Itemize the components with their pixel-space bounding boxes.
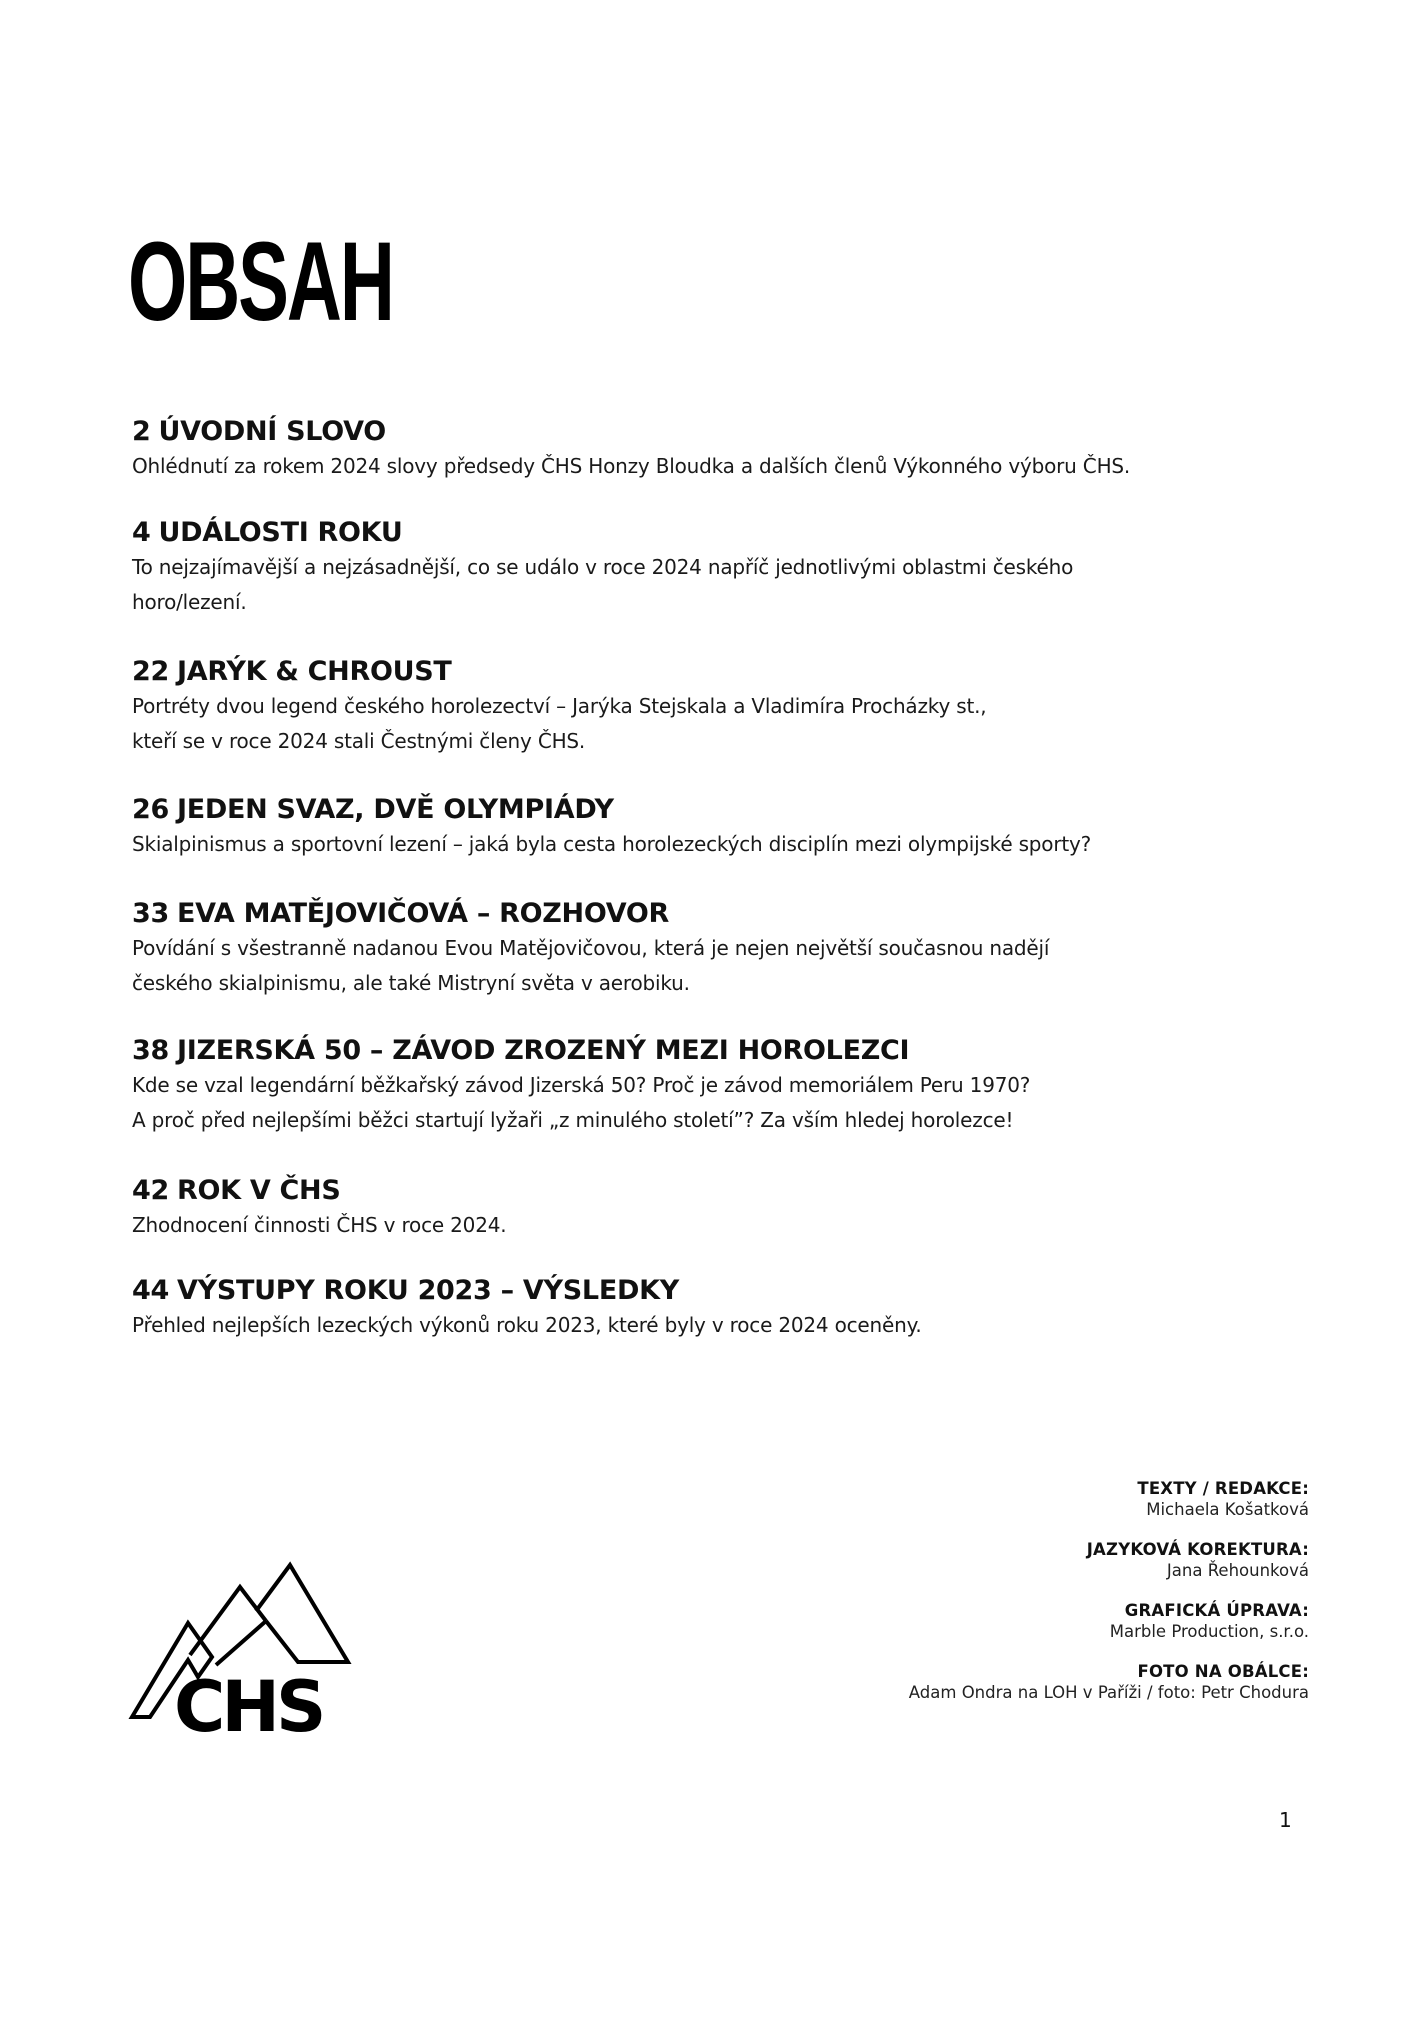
credit-label: GRAFICKÁ ÚPRAVA: — [1124, 1601, 1309, 1620]
toc-entry-heading — [132, 1174, 1332, 1208]
toc-description-line: To nejzajímavější a nejzásadnější, co se událo v roce 2024 napříč jednotlivými oblastmi českého — [132, 555, 1074, 579]
credit-item — [709, 1478, 1309, 1520]
toc-entry[interactable] — [132, 793, 1332, 862]
credit-label: FOTO NA OBÁLCE: — [1137, 1662, 1309, 1681]
credit-value: Marble Production, s.r.o. — [1109, 1622, 1309, 1641]
toc-title: JIZERSKÁ 50 – ZÁVOD ZROZENÝ MEZI HOROLEZCI — [176, 1035, 910, 1066]
toc-description-line: Přehled nejlepších lezeckých výkonů roku 2023, které byly v roce 2024 oceněny. — [132, 1313, 922, 1337]
toc-entry[interactable] — [132, 1174, 1332, 1243]
toc-page-number: 22 — [132, 656, 169, 687]
toc-entry-heading — [132, 1034, 1332, 1068]
toc-description-line: A proč před nejlepšími běžci startují lyžaři „z minulého století”? Za vším hledej horolezce! — [132, 1108, 1014, 1132]
page-number: 1 — [1279, 1808, 1292, 1832]
toc-entry[interactable] — [132, 897, 1332, 1001]
credit-item — [709, 1600, 1309, 1642]
toc-description-line: kteří se v roce 2024 stali Čestnými členy ČHS. — [132, 729, 586, 753]
credit-item — [709, 1661, 1309, 1703]
toc-description-line: Kde se vzal legendární běžkařský závod Jizerská 50? Proč je závod memoriálem Peru 1970? — [132, 1073, 1031, 1097]
toc-entry[interactable] — [132, 655, 1332, 759]
toc-description-line: českého skialpinismu, ale také Mistryní světa v aerobiku. — [132, 971, 690, 995]
toc-description-line: Skialpinismus a sportovní lezení – jaká byla cesta horolezeckých disciplín mezi olympijské sporty? — [132, 832, 1092, 856]
toc-description-line: Zhodnocení činnosti ČHS v roce 2024. — [132, 1213, 507, 1237]
toc-description-line: Portréty dvou legend českého horolezectví – Jarýka Stejskala a Vladimíra Procházky st., — [132, 694, 987, 718]
toc-page-number: 2 — [132, 416, 151, 447]
credit-value: Jana Řehounková — [1166, 1561, 1309, 1580]
credit-value: Michaela Košatková — [1146, 1500, 1309, 1519]
toc-title: ROK V ČHS — [176, 1175, 341, 1206]
credit-label: TEXTY / REDAKCE: — [1137, 1479, 1309, 1498]
toc-title: UDÁLOSTI ROKU — [158, 517, 403, 548]
toc-title: VÝSTUPY ROKU 2023 – VÝSLEDKY — [176, 1275, 679, 1306]
credit-item — [709, 1539, 1309, 1581]
toc-entry-heading — [132, 516, 1332, 550]
toc-entry[interactable] — [132, 516, 1332, 620]
credit-value: Adam Ondra na LOH v Paříži / foto: Petr Chodura — [908, 1683, 1309, 1702]
toc-page-number: 26 — [132, 794, 169, 825]
toc-page-number: 38 — [132, 1035, 169, 1066]
toc-description-line: Ohlédnutí za rokem 2024 slovy předsedy ČHS Honzy Bloudka a dalších členů Výkonného výboru ČHS. — [132, 454, 1131, 478]
toc-page-number: 33 — [132, 898, 169, 929]
toc-entry-heading — [132, 1274, 1332, 1308]
toc-entry[interactable] — [132, 415, 1332, 484]
toc-page-number: 44 — [132, 1275, 169, 1306]
toc-title: EVA MATĚJOVIČOVÁ – ROZHOVOR — [176, 898, 670, 929]
credit-label: JAZYKOVÁ KOREKTURA: — [1086, 1540, 1309, 1559]
toc-title: JARÝK & CHROUST — [176, 656, 452, 687]
toc-entry-heading — [132, 655, 1332, 689]
toc-page-number: 42 — [132, 1175, 169, 1206]
page-title: OBSAH — [128, 219, 393, 344]
logo-text: CHS — [174, 1666, 323, 1735]
toc-description-line: horo/lezení. — [132, 590, 247, 614]
toc-entry-heading — [132, 793, 1332, 827]
chs-logo — [128, 1555, 358, 1735]
mountains-logo-icon — [128, 1555, 358, 1735]
toc-entry-heading — [132, 897, 1332, 931]
toc-page-number: 4 — [132, 517, 151, 548]
toc-entry[interactable] — [132, 1274, 1332, 1343]
toc-entry-heading — [132, 415, 1332, 449]
credits — [709, 1478, 1309, 1722]
toc-description-line: Povídání s všestranně nadanou Evou Matějovičovou, která je nejen největší současnou nadějí — [132, 936, 1050, 960]
toc-title: ÚVODNÍ SLOVO — [158, 416, 386, 447]
toc-entry[interactable] — [132, 1034, 1332, 1138]
toc-title: JEDEN SVAZ, DVĚ OLYMPIÁDY — [176, 794, 614, 825]
